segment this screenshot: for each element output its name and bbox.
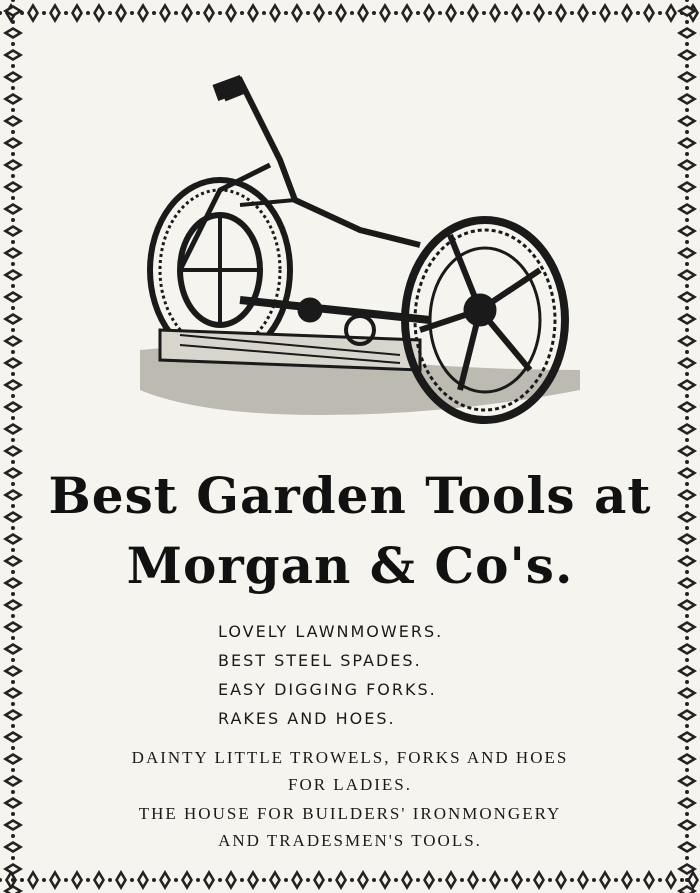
- list-item: LOVELY LAWNMOWERS.: [218, 622, 444, 641]
- paragraph-line: DAINTY LITTLE TROWELS, FORKS AND HOES: [131, 748, 569, 767]
- decorative-border-left: [0, 0, 26, 893]
- headline-line-1: Best Garden Tools at: [48, 466, 652, 525]
- paragraph-line: FOR LADIES.: [287, 775, 412, 794]
- decorative-border-right: [674, 0, 700, 893]
- decorative-border-top: [0, 0, 700, 26]
- lawnmower-illustration: [120, 70, 590, 450]
- paragraph-line: THE HOUSE FOR BUILDERS' IRONMONGERY: [138, 804, 562, 823]
- product-list: [218, 617, 598, 733]
- decorative-border-bottom: [0, 867, 700, 893]
- ironmongery-paragraph: [60, 800, 640, 854]
- mower-handle: [180, 76, 420, 270]
- list-item: BEST STEEL SPADES.: [218, 651, 422, 670]
- ladies-tools-paragraph: [60, 744, 640, 798]
- paragraph-line: AND TRADESMEN'S TOOLS.: [218, 831, 482, 850]
- headline-line-2: Morgan & Co's.: [126, 536, 574, 595]
- list-item: RAKES AND HOES.: [218, 709, 396, 728]
- cutting-cylinder: [160, 298, 430, 370]
- list-item: EASY DIGGING FORKS.: [218, 680, 437, 699]
